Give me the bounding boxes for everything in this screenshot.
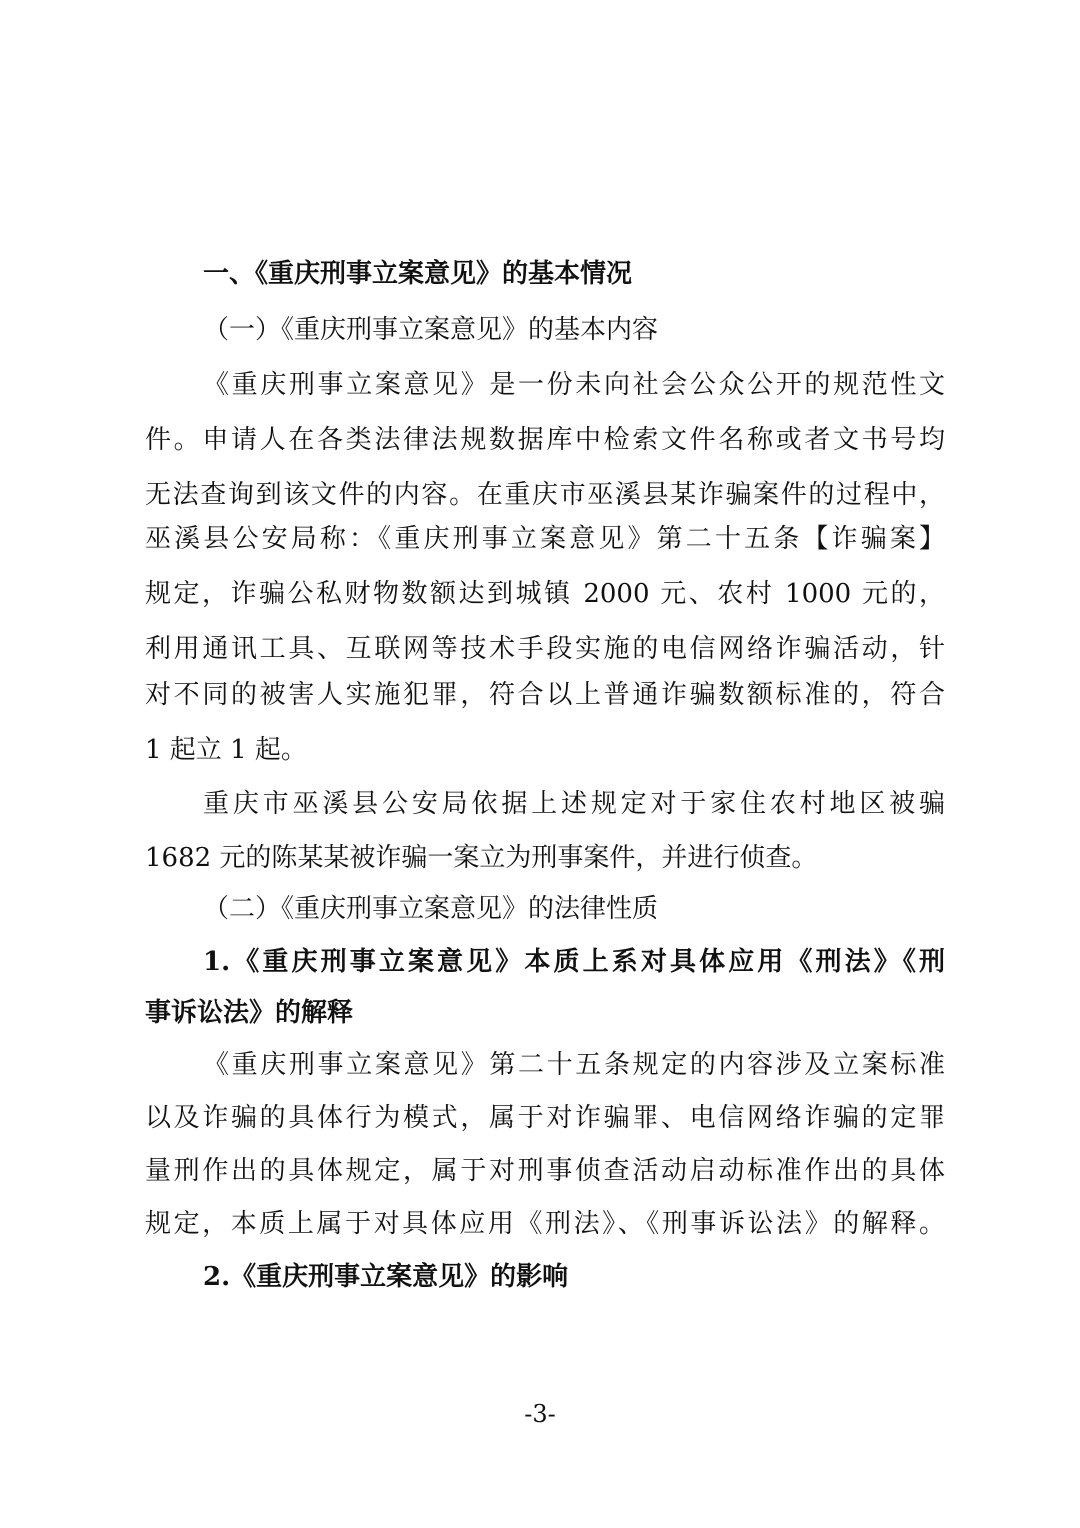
subheading-legal-nature: （二）《重庆刑事立案意见》的法律性质 <box>203 894 659 924</box>
paragraph-line: 规定，诈骗公私财物数额达到城镇 2000 元、农村 1000 元的， <box>145 579 945 609</box>
paragraph-line: 《重庆刑事立案意见》第二十五条规定的内容涉及立案标准 <box>203 1050 945 1080</box>
paragraph-line: 重庆市巫溪县公安局依据上述规定对于家住农村地区被骗 <box>203 789 945 819</box>
paragraph-line: 量刑作出的具体规定，属于对刑事侦查活动启动标准作出的具体 <box>145 1156 945 1186</box>
paragraph-line: 《重庆刑事立案意见》是一份未向社会公众公开的规范性文 <box>203 370 945 400</box>
paragraph-line: 对不同的被害人实施犯罪，符合以上普通诈骗数额标准的，符合 <box>145 680 945 710</box>
paragraph-line: 巫溪县公安局称：《重庆刑事立案意见》第二十五条【诈骗案】 <box>145 524 945 554</box>
paragraph-line: 利用通讯工具、互联网等技术手段实施的电信网络诈骗活动，针 <box>145 634 945 664</box>
section-title-line: 事诉讼法》的解释 <box>145 998 354 1028</box>
subheading-basic-content: （一）《重庆刑事立案意见》的基本内容 <box>203 315 659 345</box>
paragraph-line: 规定，本质上属于对具体应用《刑法》、《刑事诉讼法》的解释。 <box>145 1209 945 1239</box>
section-title-line: 1.《重庆刑事立案意见》本质上系对具体应用《刑法》《刑 <box>203 947 945 977</box>
paragraph-line: 1 起立 1 起。 <box>145 735 307 765</box>
paragraph-line: 1682 元的陈某某被诈骗一案立为刑事案件，并进行侦查。 <box>145 843 818 873</box>
paragraph-line: 件。申请人在各类法律法规数据库中检索文件名称或者文书号均 <box>145 425 945 455</box>
section-heading: 一、《重庆刑事立案意见》的基本情况 <box>203 259 633 289</box>
paragraph-line: 无法查询到该文件的内容。在重庆市巫溪县某诈骗案件的过程中， <box>145 480 945 510</box>
page-number: -3- <box>524 1400 556 1428</box>
paragraph-line: 以及诈骗的具体行为模式，属于对诈骗罪、电信网络诈骗的定罪 <box>145 1103 945 1133</box>
section-title-impact: 2.《重庆刑事立案意见》的影响 <box>203 1262 569 1292</box>
